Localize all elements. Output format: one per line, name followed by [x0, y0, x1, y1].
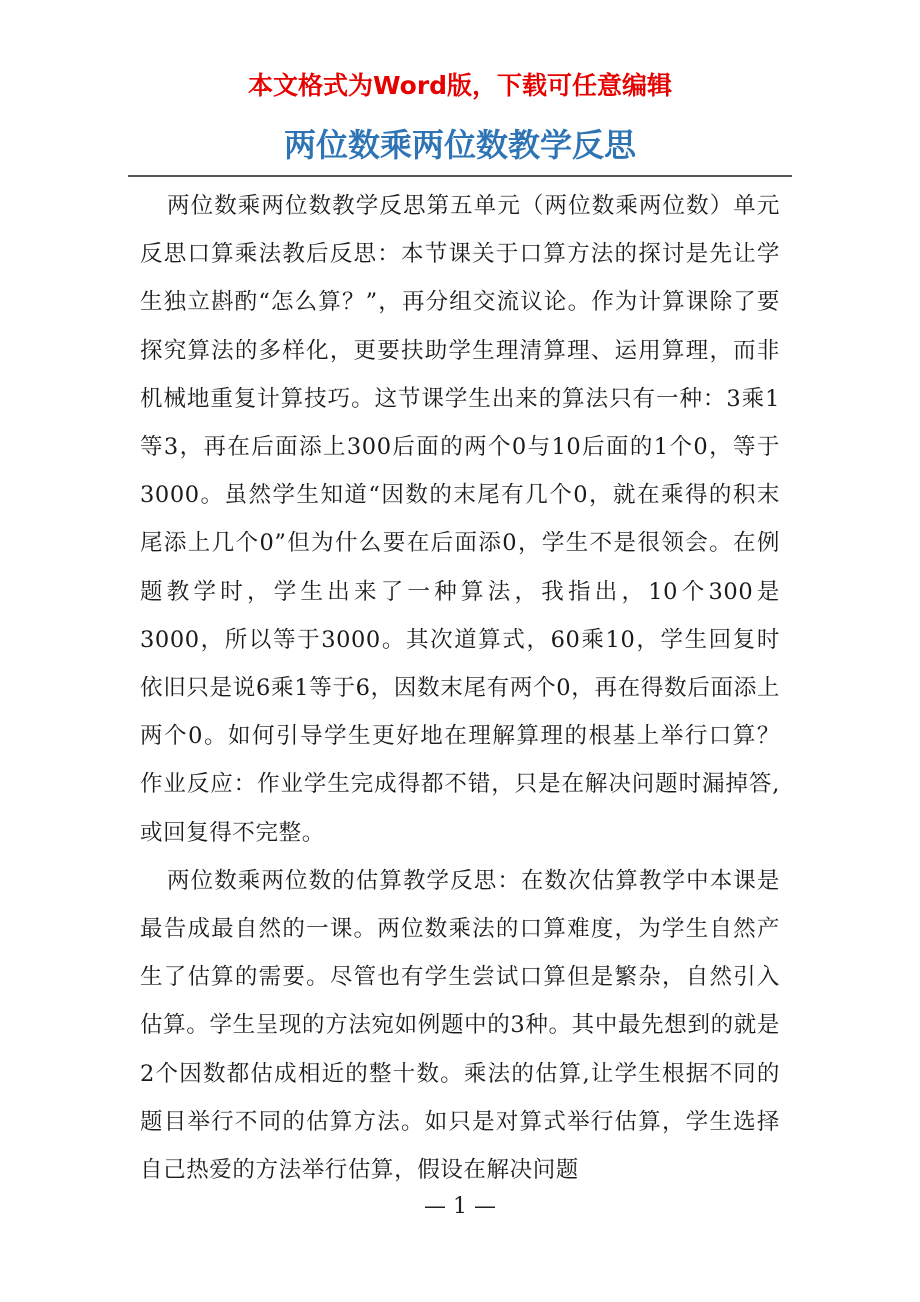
- document-body: [140, 182, 780, 1194]
- download-notice: 本文格式为Word版，下载可任意编辑: [247, 71, 673, 100]
- page-number: — 1 —: [424, 1194, 496, 1219]
- paragraph-oral-calculation-reflection: 两位数乘两位数教学反思第五单元（两位数乘两位数）单元反思口算乘法教后反思：本节课关于口算方法的探讨是先让学生独立斟酌“怎么算？”，再分组交流议论。作为计算课除了要探究算法的多样化，更要扶助学生理清算理、运用算理，而非机械地重复计算技巧。这节课学生出来的算法只有一种：3乘1等3，再在后面添上300后面的两个0与10后面的1个0，等于3000。虽然学生知道“因数的末尾有几个0，就在乘得的积末尾添上几个0”但为什么要在后面添0，学生不是很领会。在例题教学时，学生出来了一种算法，我指出，10个300是3000，所以等于3000。其次道算式，60乘10，学生回复时依旧只是说6乘1等于6，因数末尾有两个0，再在得数后面添上两个0。如何引导学生更好地在理解算理的根基上举行口算？ 作业反应：作业学生完成得都不错，只是在解决问题时漏掉答,或回复得不完整。: [140, 193, 780, 846]
- document-title: 两位数乘两位数教学反思: [283, 126, 636, 164]
- title-divider: [128, 175, 792, 177]
- paragraph-estimation-reflection: 两位数乘两位数的估算教学反思：在数次估算教学中本课是最告成最自然的一课。两位数乘法的口算难度，为学生自然产生了估算的需要。尽管也有学生尝试口算但是繁杂，自然引入估算。学生呈现的方法宛如例题中的3种。其中最先想到的就是2个因数都估成相近的整十数。乘法的估算,让学生根据不同的题目举行不同的估算方法。如只是对算式举行估算，学生选择自己热爱的方法举行估算，假设在解决问题: [140, 867, 780, 1184]
